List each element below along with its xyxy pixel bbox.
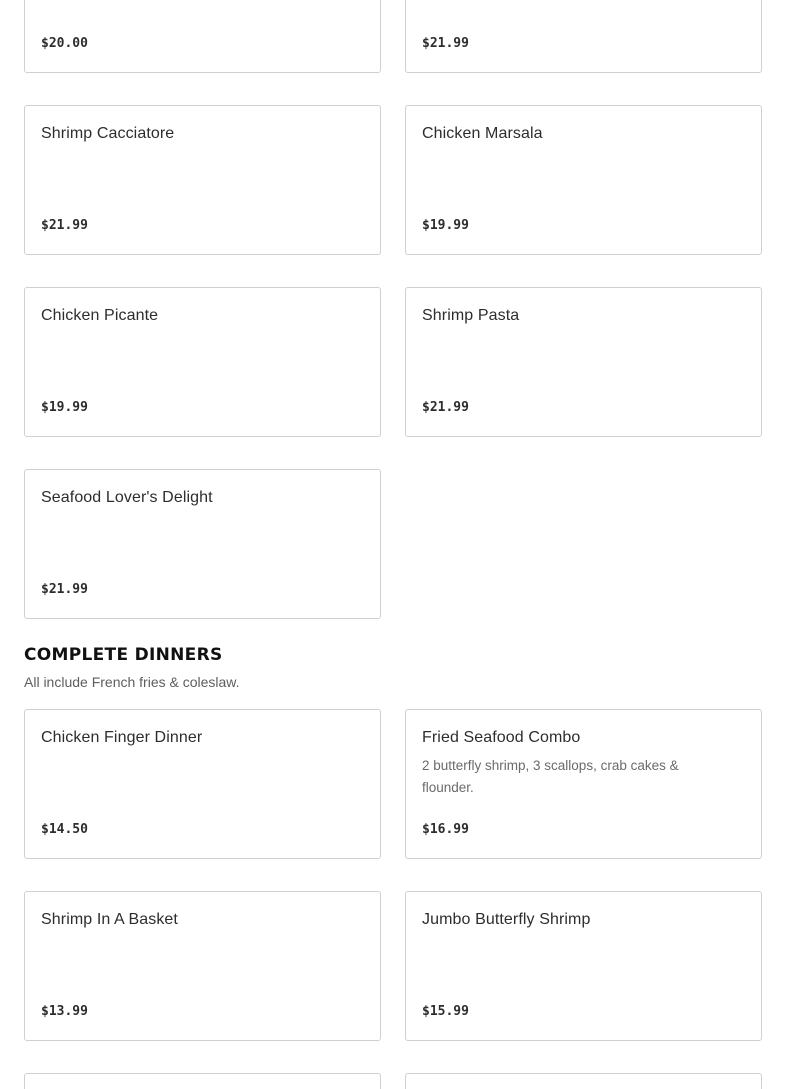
- menu-item-card[interactable]: [24, 709, 381, 859]
- menu-item-price: $19.99: [41, 400, 88, 415]
- menu-item-name: Jumbo Butterfly Shrimp: [422, 911, 591, 928]
- menu-item-price: $15.99: [422, 1004, 469, 1019]
- menu-item-price: $19.99: [422, 218, 469, 233]
- menu-item-description: 2 butterfly shrimp, 3 scallops, crab cakes & flounder.: [422, 758, 679, 795]
- menu-item-card[interactable]: [405, 287, 762, 437]
- section-subtitle: All include French fries & coleslaw.: [24, 674, 240, 690]
- menu-item-price: $21.99: [422, 36, 469, 51]
- menu-item-price: $20.00: [41, 36, 88, 51]
- menu-item-name: Shrimp In A Basket: [41, 911, 178, 928]
- menu-item-price: $21.99: [41, 582, 88, 597]
- menu-item-card[interactable]: [405, 105, 762, 255]
- menu-item-card[interactable]: [405, 1073, 762, 1089]
- menu-item-name: Fried Seafood Combo: [422, 729, 581, 746]
- menu-item-name: Chicken Marsala: [422, 125, 543, 142]
- menu-item-price: $16.99: [422, 822, 469, 837]
- menu-item-name: Chicken Finger Dinner: [41, 729, 203, 746]
- menu-item-name: Shrimp Cacciatore: [41, 125, 175, 142]
- menu-item-name: Chicken Picante: [41, 307, 159, 324]
- menu-item-price: $21.99: [422, 400, 469, 415]
- menu-item-price: $14.50: [41, 822, 88, 837]
- menu-item-card[interactable]: [405, 709, 762, 859]
- menu-item-name: Seafood Lover's Delight: [41, 489, 213, 506]
- menu-item-card[interactable]: [405, 0, 762, 73]
- menu-item-price: $21.99: [41, 218, 88, 233]
- menu-item-card[interactable]: [405, 891, 762, 1041]
- menu-item-card[interactable]: [24, 0, 381, 73]
- section-title: COMPLETE DINNERS: [24, 645, 223, 665]
- menu-item-card[interactable]: [24, 891, 381, 1041]
- menu-item-card[interactable]: [24, 469, 381, 619]
- menu-item-card[interactable]: [24, 1073, 381, 1089]
- menu-item-name: Shrimp Pasta: [422, 307, 520, 324]
- menu-item-card[interactable]: [24, 287, 381, 437]
- menu-item-price: $13.99: [41, 1004, 88, 1019]
- menu-item-card[interactable]: [24, 105, 381, 255]
